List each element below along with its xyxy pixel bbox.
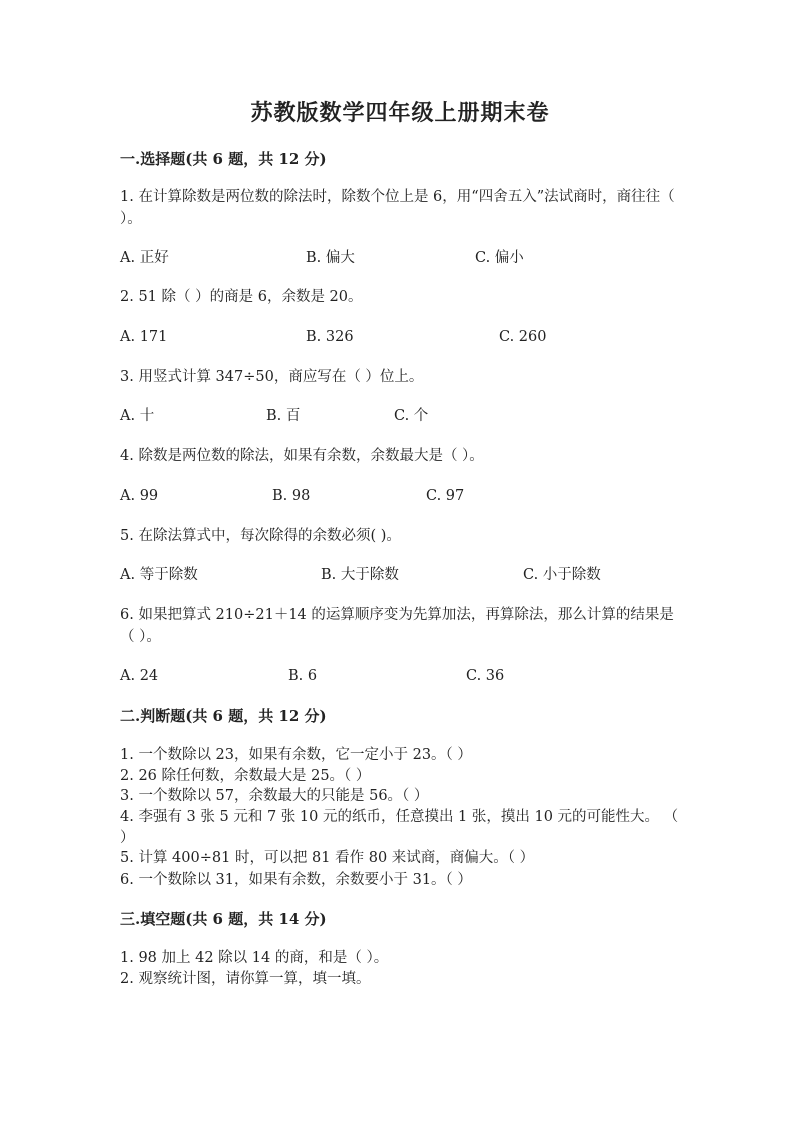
- option-a: A. 十: [120, 408, 155, 424]
- option-a: A. 171: [120, 329, 168, 345]
- option-a: A. 等于除数: [120, 567, 198, 583]
- judgement-item-1: 1. 一个数除以 23，如果有余数，它一定小于 23。（ ）: [120, 747, 472, 763]
- option-c: C. 260: [499, 329, 547, 345]
- option-b: B. 偏大: [306, 250, 355, 266]
- choice-options-6: [120, 665, 680, 687]
- choice-question-1: 1. 在计算除数是两位数的除法时，除数个位上是 6，用“四舍五入”法试商时，商往往（ ）。: [120, 189, 675, 227]
- option-a: A. 99: [120, 488, 159, 504]
- judgement-item-5: 5. 计算 400÷81 时，可以把 81 看作 80 来试商，商偏大。（ ）: [120, 850, 535, 866]
- option-c: C. 小于除数: [523, 567, 601, 583]
- judgement-item-2: 2. 26 除任何数，余数最大是 25。（ ）: [120, 768, 371, 784]
- option-c: C. 97: [426, 488, 465, 504]
- choice-question-6: 6. 如果把算式 210÷21＋14 的运算顺序变为先算加法，再算除法，那么计算的结果是（ ）。: [120, 607, 674, 645]
- option-b: B. 326: [306, 329, 354, 345]
- section-heading-judgement: 二.判断题(共 6 题，共 12 分): [120, 707, 327, 725]
- judgement-item-6: 6. 一个数除以 31，如果有余数，余数要小于 31。（ ）: [120, 872, 472, 888]
- fill-item-2: 2. 观察统计图，请你算一算，填一填。: [120, 971, 371, 987]
- page-title: 苏教版数学四年级上册期末卷: [250, 100, 550, 126]
- choice-question-3: 3. 用竖式计算 347÷50，商应写在（ ）位上。: [120, 369, 424, 385]
- option-c: C. 个: [394, 408, 429, 424]
- option-a: A. 24: [120, 668, 159, 684]
- choice-options-3: [120, 405, 680, 427]
- judgement-item-4: 4. 李强有 3 张 5 元和 7 张 10 元的纸币，任意摸出 1 张，摸出 10 元的可能性大。 （ ）: [120, 809, 679, 846]
- choice-options-1: [120, 247, 680, 269]
- option-c: C. 36: [466, 668, 505, 684]
- option-b: B. 大于除数: [321, 567, 399, 583]
- option-c: C. 偏小: [475, 250, 524, 266]
- choice-options-5: [120, 564, 680, 586]
- section-heading-choice: 一.选择题(共 6 题，共 12 分): [120, 150, 327, 168]
- option-a: A. 正好: [120, 250, 169, 266]
- choice-options-4: [120, 485, 680, 507]
- section-heading-fill: 三.填空题(共 6 题，共 14 分): [120, 910, 327, 928]
- judgement-item-3: 3. 一个数除以 57，余数最大的只能是 56。（ ）: [120, 788, 429, 804]
- fill-item-1: 1. 98 加上 42 除以 14 的商，和是（ ）。: [120, 950, 389, 966]
- choice-options-2: [120, 326, 680, 348]
- option-b: B. 百: [266, 408, 301, 424]
- option-b: B. 98: [272, 488, 311, 504]
- choice-question-2: 2. 51 除（ ）的商是 6，余数是 20。: [120, 289, 363, 305]
- option-b: B. 6: [288, 668, 318, 684]
- choice-question-5: 5. 在除法算式中，每次除得的余数必须( )。: [120, 528, 401, 544]
- choice-question-4: 4. 除数是两位数的除法，如果有余数，余数最大是（ ）。: [120, 448, 484, 464]
